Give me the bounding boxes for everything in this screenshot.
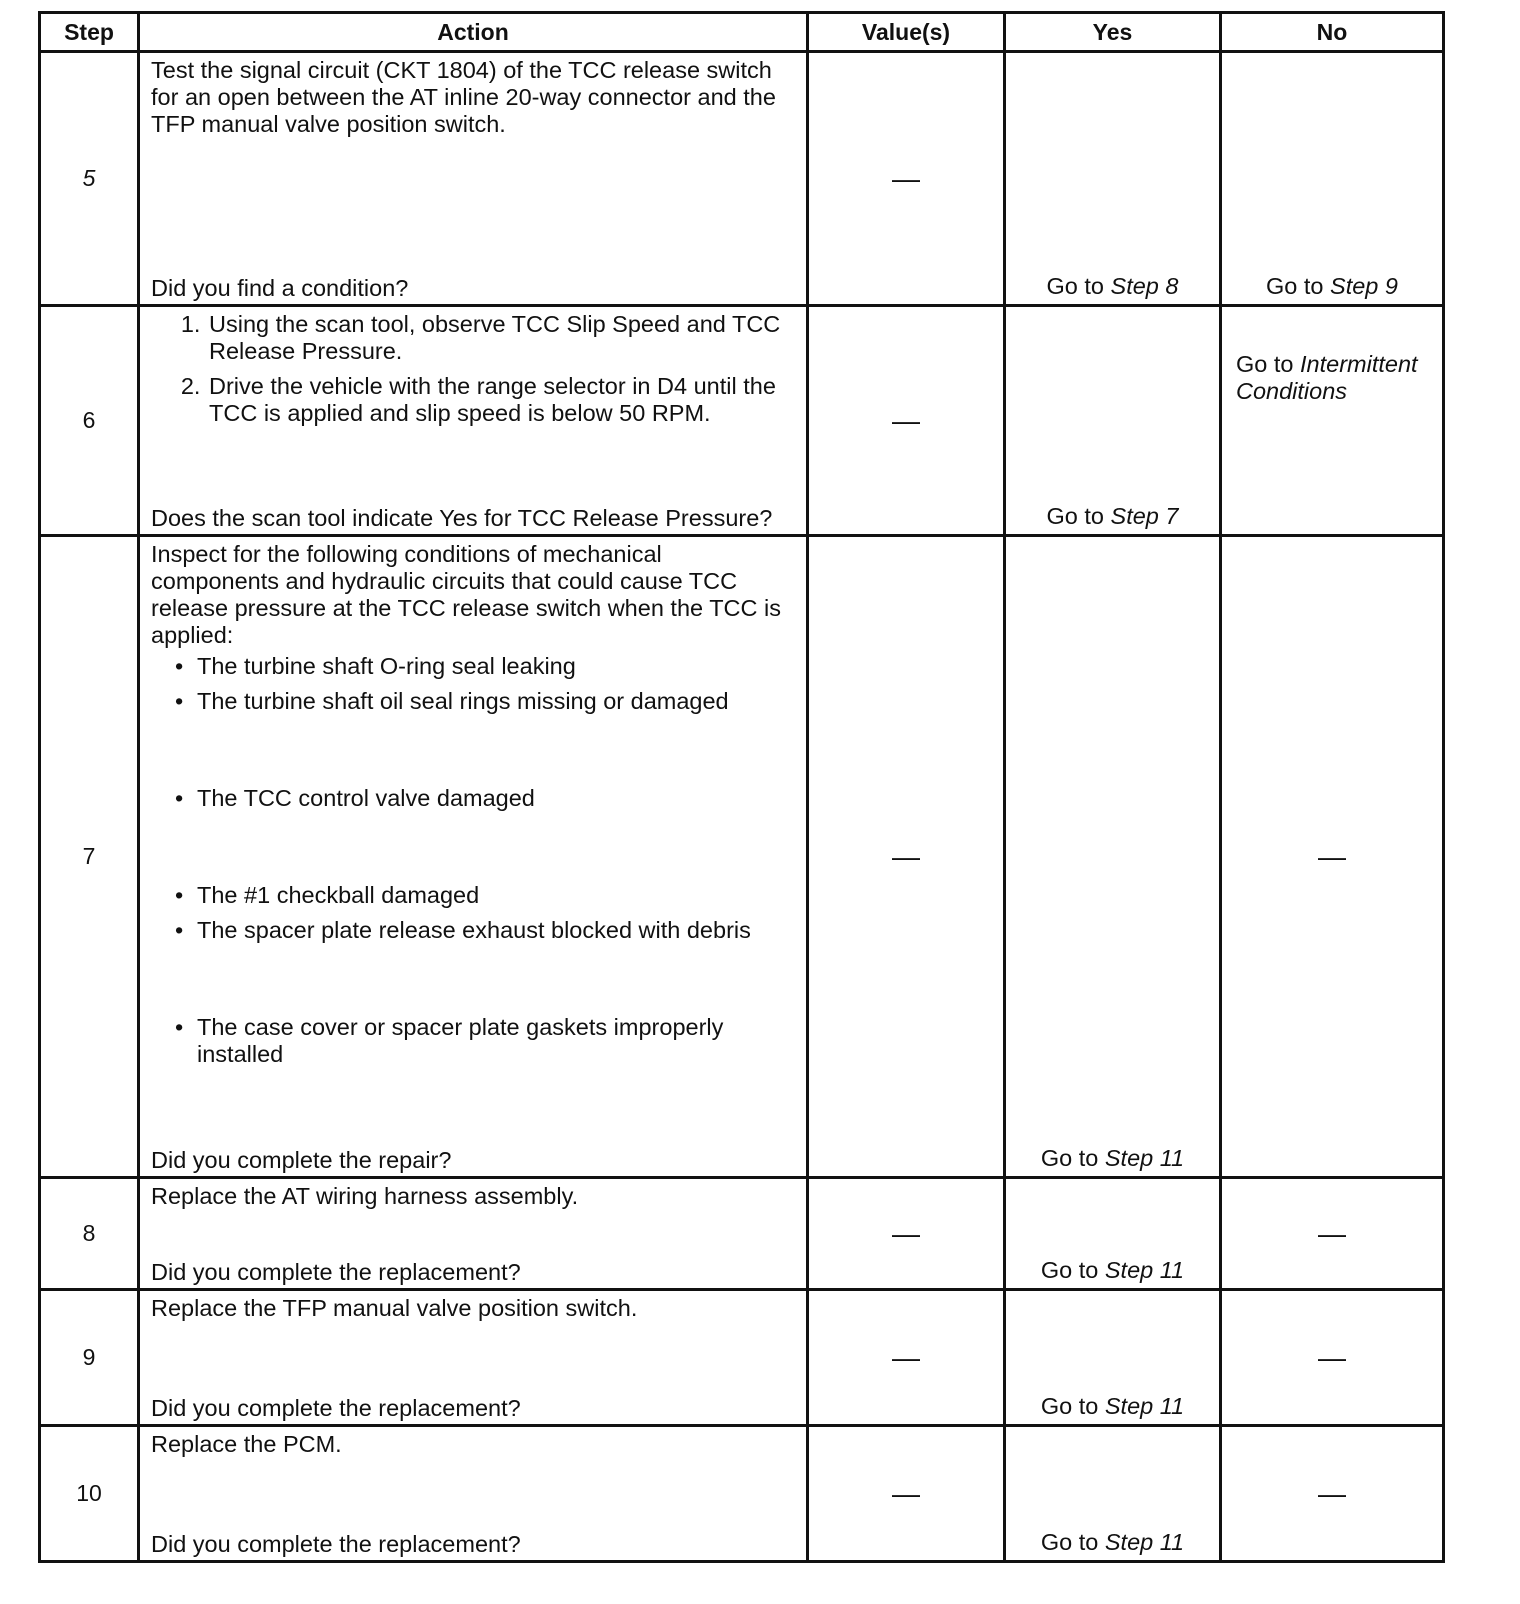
go-to-label: Go to <box>1236 351 1301 377</box>
table-row-step-5 <box>40 52 1444 306</box>
go-to-label: Go to <box>1046 273 1111 299</box>
value-cell: — <box>808 306 1005 536</box>
header-action: Action <box>139 13 808 52</box>
table-row-step-6 <box>40 306 1444 536</box>
step-number: 9 <box>40 1290 139 1426</box>
step-number: 10 <box>40 1426 139 1562</box>
action-cell <box>139 52 808 306</box>
go-to-label: Go to <box>1040 1529 1105 1555</box>
action-text: Replace the AT wiring harness assembly. <box>151 1183 579 1209</box>
yes-cell <box>1005 306 1221 536</box>
no-cell: — <box>1221 536 1444 1178</box>
list-item: • The turbine shaft O-ring seal leaking <box>197 653 796 680</box>
no-cell: — <box>1221 1290 1444 1426</box>
step-number: 7 <box>40 536 139 1178</box>
go-to-label: Go to <box>1040 1145 1105 1171</box>
action-cell <box>139 1178 808 1290</box>
no-cell <box>1221 52 1444 306</box>
no-cell: — <box>1221 1178 1444 1290</box>
step-number: 5 <box>40 52 139 306</box>
yes-cell <box>1005 1290 1221 1426</box>
action-text: Replace the PCM. <box>151 1431 342 1457</box>
action-question: Did you complete the replacement? <box>151 1395 521 1421</box>
list-item: • The spacer plate release exhaust blocked with debris <box>197 917 796 944</box>
value-cell: — <box>808 1178 1005 1290</box>
value-cell: — <box>808 1290 1005 1426</box>
list-item: • The turbine shaft oil seal rings missing or damaged <box>197 688 796 715</box>
numbered-step-item: 2. Drive the vehicle with the range selector in D4 until the TCC is applied and slip speed is below 50 RPM. <box>207 373 796 427</box>
numbered-step-item: 1. Using the scan tool, observe TCC Slip Speed and TCC Release Pressure. <box>207 311 796 365</box>
table-row-step-9 <box>40 1290 1444 1426</box>
diagnostic-table <box>38 11 1445 1563</box>
yes-step-link[interactable]: Step 11 <box>1104 1257 1185 1283</box>
action-question: Did you find a condition? <box>151 275 409 301</box>
action-cell <box>139 536 808 1178</box>
step-number: 8 <box>40 1178 139 1290</box>
action-question: Does the scan tool indicate Yes for TCC Release Pressure? <box>151 505 773 531</box>
table-row-step-7 <box>40 536 1444 1178</box>
header-no: No <box>1221 13 1444 52</box>
value-cell: — <box>808 1426 1005 1562</box>
list-item: • The case cover or spacer plate gaskets improperly installed <box>197 1014 796 1068</box>
action-cell <box>139 1290 808 1426</box>
value-cell: — <box>808 536 1005 1178</box>
no-intermittent-link[interactable]: Intermittent Conditions <box>1236 351 1418 404</box>
yes-step-link[interactable]: Step 11 <box>1104 1393 1185 1419</box>
condition-list <box>151 653 796 1068</box>
header-yes: Yes <box>1005 13 1221 52</box>
action-question: Did you complete the replacement? <box>151 1531 521 1557</box>
value-cell: — <box>808 52 1005 306</box>
go-to-label: Go to <box>1046 503 1111 529</box>
yes-step-link[interactable]: Step 11 <box>1104 1529 1185 1555</box>
action-text: Inspect for the following conditions of mechanical components and hydraulic circuits that could cause TCC release pressure at the TCC release switch when the TCC is applied: <box>151 541 781 648</box>
go-to-label: Go to <box>1040 1393 1105 1419</box>
action-question: Did you complete the repair? <box>151 1147 452 1173</box>
no-cell: — <box>1221 1426 1444 1562</box>
yes-cell <box>1005 1426 1221 1562</box>
action-text: Test the signal circuit (CKT 1804) of the TCC release switch for an open between the AT inline 20-way connector and the TFP manual valve position switch. <box>151 57 776 137</box>
no-cell <box>1221 306 1444 536</box>
table-row-step-8 <box>40 1178 1444 1290</box>
step-number: 6 <box>40 306 139 536</box>
yes-cell <box>1005 1178 1221 1290</box>
numbered-steps <box>151 311 796 435</box>
no-step-link[interactable]: Step 9 <box>1330 273 1398 299</box>
go-to-label: Go to <box>1266 273 1331 299</box>
yes-step-link[interactable]: Step 8 <box>1110 273 1179 299</box>
yes-step-link[interactable]: Step 7 <box>1110 503 1179 529</box>
header-row <box>40 13 1444 52</box>
go-to-label: Go to <box>1040 1257 1105 1283</box>
yes-step-link[interactable]: Step 11 <box>1104 1145 1185 1171</box>
header-step: Step <box>40 13 139 52</box>
yes-cell <box>1005 536 1221 1178</box>
yes-cell <box>1005 52 1221 306</box>
action-cell <box>139 1426 808 1562</box>
action-text: Replace the TFP manual valve position switch. <box>151 1295 638 1321</box>
action-cell <box>139 306 808 536</box>
list-item: • The #1 checkball damaged <box>197 882 796 909</box>
list-item: • The TCC control valve damaged <box>197 785 796 812</box>
header-values: Value(s) <box>808 13 1005 52</box>
action-question: Did you complete the replacement? <box>151 1259 521 1285</box>
table-row-step-10 <box>40 1426 1444 1562</box>
